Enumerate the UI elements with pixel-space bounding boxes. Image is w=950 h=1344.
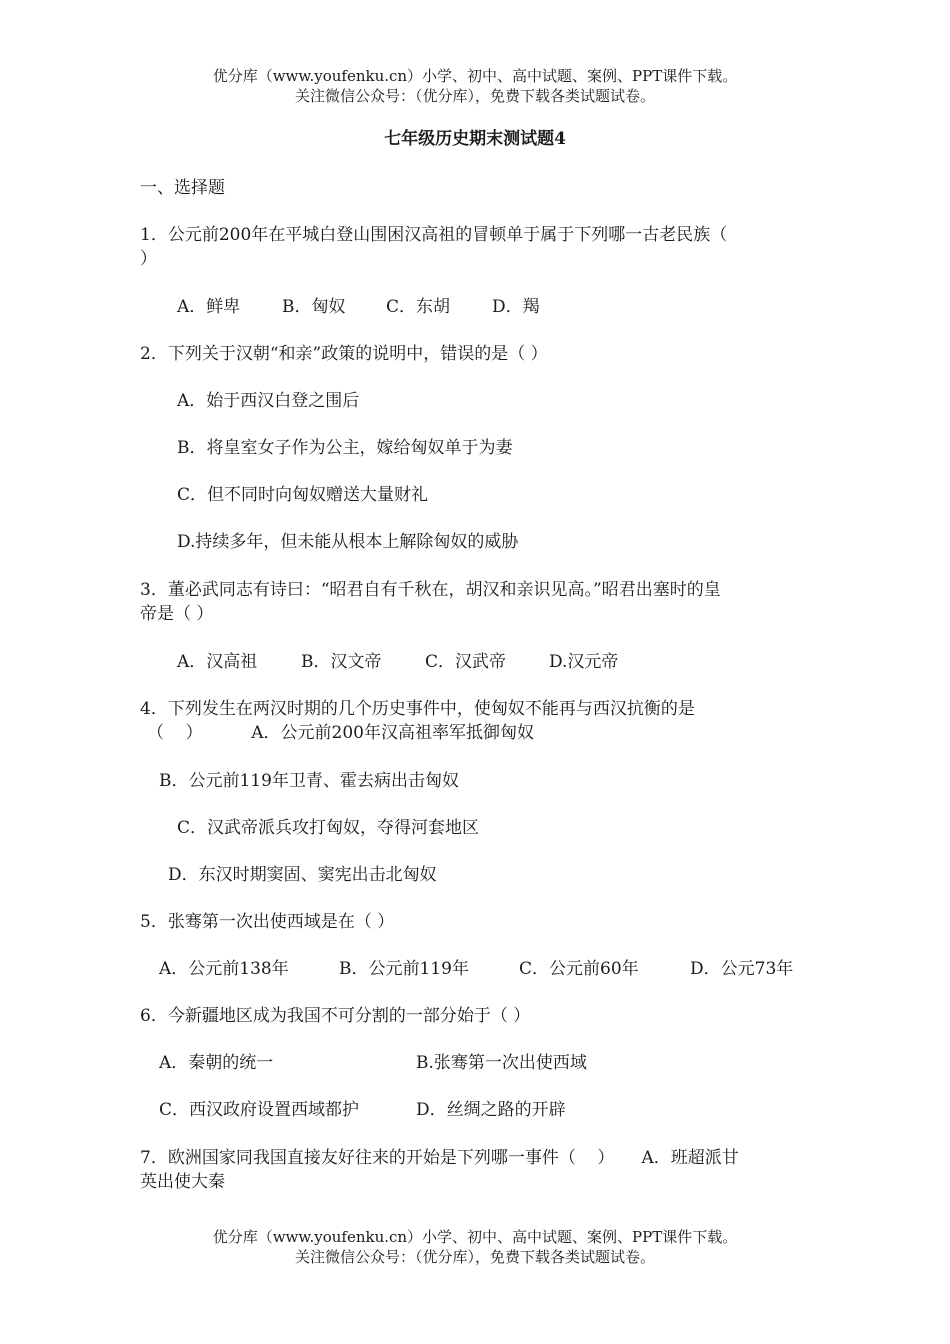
q4-option-c: C．汉武帝派兵攻打匈奴，夺得河套地区 xyxy=(177,818,480,838)
header-line-2: 关注微信公众号：（优分库），免费下载各类试题试卷。 xyxy=(294,87,655,105)
q3-stem-line-1: 3．董必武同志有诗曰：“昭君自有千秋在，胡汉和亲识见高。”昭君出塞时的皇 xyxy=(140,580,721,600)
q3-stem-line-2: 帝是（ ） xyxy=(140,604,214,624)
q6-option-a: A．秦朝的统一 xyxy=(159,1053,274,1073)
q4-stem-line-1: 4．下列发生在两汉时期的几个历史事件中，使匈奴不能再与西汉抗衡的是 xyxy=(140,699,695,719)
q4-option-d: D．东汉时期窦固、窦宪出击北匈奴 xyxy=(168,865,437,885)
q1-stem-line-2: ） xyxy=(140,249,157,269)
q1-option-a: A．鲜卑 xyxy=(177,297,241,317)
q6-option-c: C．西汉政府设置西域都护 xyxy=(159,1100,360,1120)
q3-option-a: A．汉高祖 xyxy=(177,652,258,672)
q6-options-row-1 xyxy=(159,1051,587,1075)
q2-option-a: A．始于西汉白登之围后 xyxy=(177,391,360,411)
q1-option-b: B．匈奴 xyxy=(282,297,346,317)
q5-option-d: D．公元73年 xyxy=(690,959,794,979)
q1-options xyxy=(177,295,540,319)
q3-option-c: C．汉武帝 xyxy=(425,652,507,672)
document-title: 七年级历史期末测试题4 xyxy=(384,129,566,149)
q5-options xyxy=(159,957,793,981)
q6-options-row-2 xyxy=(159,1098,566,1122)
q5-option-a: A．公元前138年 xyxy=(159,959,289,979)
q2-option-d: D.持续多年，但未能从根本上解除匈奴的威胁 xyxy=(177,532,519,552)
q2-stem: 2．下列关于汉朝“和亲”政策的说明中，错误的是（ ） xyxy=(140,344,548,364)
q5-option-c: C．公元前60年 xyxy=(519,959,639,979)
page-header xyxy=(0,66,950,106)
q6-option-d: D．丝绸之路的开辟 xyxy=(416,1100,566,1120)
q1-stem-line-1: 1．公元前200年在平城白登山围困汉高祖的冒顿单于属于下列哪一古老民族（ xyxy=(140,225,728,245)
q4-option-b: B．公元前119年卫青、霍去病出击匈奴 xyxy=(159,771,459,791)
q3-options xyxy=(177,650,618,674)
q2-option-b: B．将皇室女子作为公主，嫁给匈奴单于为妻 xyxy=(177,438,513,458)
section-heading: 一、选择题 xyxy=(140,178,225,198)
q5-stem: 5．张骞第一次出使西域是在（ ） xyxy=(140,912,395,932)
footer-line-1: 优分库（www.youfenku.cn）小学、初中、高中试题、案例、PPT课件下载。 xyxy=(212,1228,738,1246)
footer-line-2: 关注微信公众号：（优分库），免费下载各类试题试卷。 xyxy=(294,1248,655,1266)
q1-option-c: C．东胡 xyxy=(386,297,451,317)
q4-stem-line-2: （ ） A．公元前200年汉高祖率军抵御匈奴 xyxy=(147,723,534,743)
q1-option-d: D．羯 xyxy=(492,297,540,317)
q6-option-b: B.张骞第一次出使西域 xyxy=(416,1053,587,1073)
q3-option-b: B．汉文帝 xyxy=(301,652,382,672)
page-footer xyxy=(0,1227,950,1267)
q2-option-c: C．但不同时向匈奴赠送大量财礼 xyxy=(177,485,429,505)
q7-stem-line-2: 英出使大秦 xyxy=(140,1172,225,1192)
q7-stem-line-1: 7．欧洲国家同我国直接友好往来的开始是下列哪一事件（ ） A．班超派甘 xyxy=(140,1148,739,1168)
q6-stem: 6．今新疆地区成为我国不可分割的一部分始于（ ） xyxy=(140,1006,531,1026)
q3-option-d: D.汉元帝 xyxy=(549,652,619,672)
q5-option-b: B．公元前119年 xyxy=(339,959,469,979)
header-line-1: 优分库（www.youfenku.cn）小学、初中、高中试题、案例、PPT课件下载。 xyxy=(212,67,738,85)
